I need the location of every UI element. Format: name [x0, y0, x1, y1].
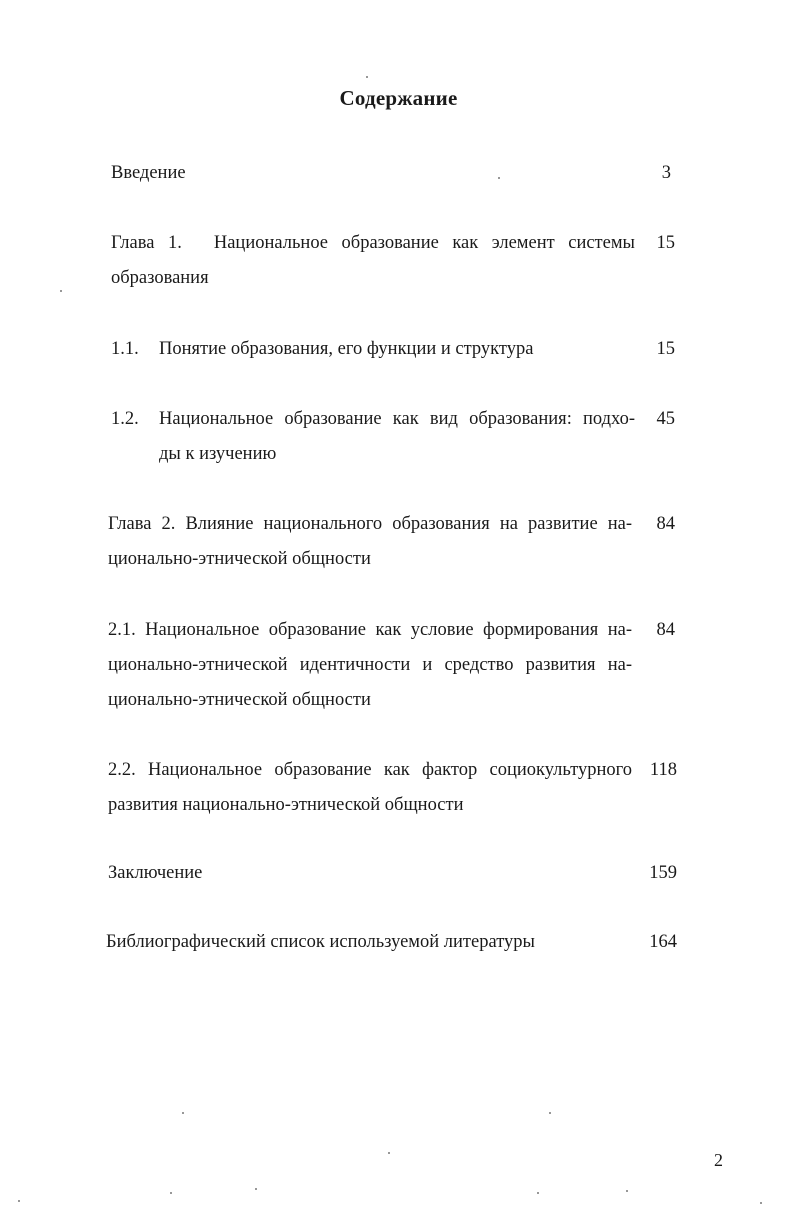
- toc-entry-section-1-1[interactable]: [111, 332, 675, 367]
- toc-entry-chapter-1[interactable]: [111, 226, 675, 296]
- toc-page-number: 15: [656, 339, 675, 359]
- toc-entry-intro[interactable]: [111, 156, 675, 191]
- scan-speck: [626, 1190, 628, 1192]
- scan-speck: [60, 290, 62, 292]
- scan-speck: [255, 1188, 257, 1190]
- toc-entry-text: Национальное образование как вид образования: подхо-: [159, 409, 635, 429]
- toc-entry-text: Глава 2. Влияние национального образования на развитие на- ционально-этнической общности: [108, 514, 632, 569]
- toc-entry-chapter-2[interactable]: [108, 507, 675, 577]
- toc-entry-section-2-2[interactable]: [108, 753, 677, 823]
- toc-page-number: 118: [649, 760, 677, 780]
- scan-speck: [537, 1192, 539, 1194]
- scan-speck: [170, 1192, 172, 1194]
- toc-section-number: 1.1.: [111, 339, 139, 359]
- toc-page-number: 84: [656, 620, 675, 640]
- toc-entry-text: Введение: [111, 163, 186, 183]
- scan-speck: [18, 1200, 20, 1202]
- page-number: 2: [714, 1150, 723, 1170]
- scan-speck: [366, 76, 368, 78]
- toc-entry-text-continued: ды к изучению: [159, 444, 277, 464]
- toc-entry-text: 2.1. Национальное образование как условие формирования на- ционально-этнической идентичности и средство развития на- ционально-этнической общности: [108, 620, 632, 710]
- toc-page-number: 45: [656, 409, 675, 429]
- toc-page-number: 84: [656, 514, 675, 534]
- scan-speck: [549, 1112, 551, 1114]
- toc-page-number: 159: [649, 863, 677, 883]
- scan-speck: [498, 177, 500, 179]
- scan-speck: [388, 1152, 390, 1154]
- toc-entry-section-2-1[interactable]: [108, 613, 675, 718]
- toc-entry-text: Понятие образования, его функции и структура: [159, 339, 534, 359]
- toc-entry-section-1-2[interactable]: [111, 402, 675, 472]
- toc-entry-conclusion[interactable]: [108, 856, 677, 891]
- toc-entry-text: 2.2. Национальное образование как фактор социокультурного развития национально-этнической общности: [108, 760, 632, 815]
- toc-entry-text: Глава 1. Национальное образование как элемент системы образования: [111, 233, 635, 288]
- toc-page-number: 3: [661, 163, 671, 183]
- toc-section-number: 1.2.: [111, 409, 139, 429]
- toc-page-number: 164: [649, 932, 677, 952]
- scan-speck: [760, 1202, 762, 1204]
- page-title: Содержание: [339, 86, 458, 110]
- scan-speck: [182, 1112, 184, 1114]
- toc-entry-text: Заключение: [108, 863, 203, 883]
- toc-entry-bibliography[interactable]: [106, 925, 677, 960]
- toc-page-number: 15: [656, 233, 675, 253]
- toc-entry-text: Библиографический список используемой литературы: [106, 932, 535, 952]
